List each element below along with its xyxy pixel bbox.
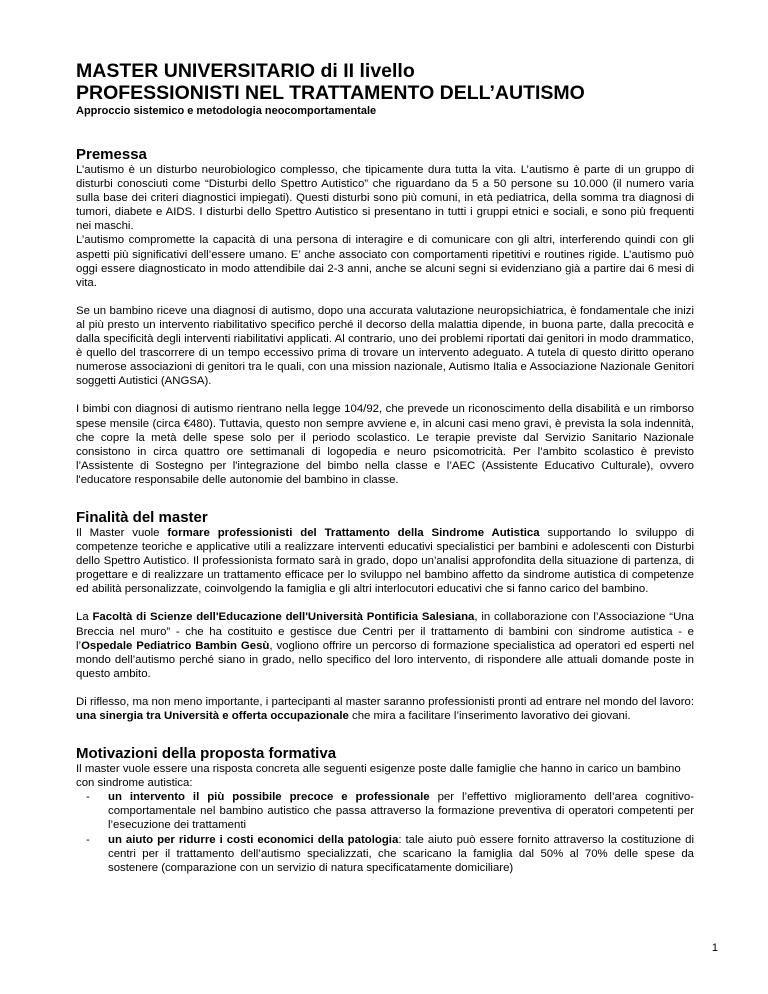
title-line-1: MASTER UNIVERSITARIO di II livello	[76, 60, 415, 82]
text-run: Il Master vuole	[76, 526, 168, 539]
bullet-list	[76, 790, 694, 875]
text-run: : tale aiuto può essere fornito attraverso la costituzione di centri per il trattamento dell’autismo specializzati, che scaricano la famiglia dal 50% al 70% delle spese da sostenere (comparazione con un servizio di natura specificatamente domiciliare)	[108, 833, 694, 874]
section-premessa	[76, 146, 694, 487]
document-page	[76, 60, 694, 875]
bold-run: un intervento il più possibile precoce e professionale	[108, 791, 430, 804]
text-run: , in collaborazione con l’Associazione “Una Breccia nel muro” - che ha costituito e gestisce due Centri per il trattamento di bambini con sindrome autistica - e l’	[76, 611, 694, 652]
subtitle: Approccio sistemico e metodologia neocomportamentale	[76, 105, 377, 117]
bold-run: Ospedale Pediatrico Bambin Gesù	[81, 639, 270, 652]
title-line-2: PROFESSIONISTI NEL TRATTAMENTO DELL’AUTISMO	[76, 82, 585, 104]
section-motivazioni	[76, 745, 694, 875]
paragraph: Il master vuole essere una risposta concreta alle seguenti esigenze poste dalle famiglie che hanno in carico un bambino con sindrome autistica:	[76, 763, 681, 790]
page-number: 1	[711, 942, 718, 954]
paragraph: L’autismo è un disturbo neurobiologico complesso, che tipicamente dura tutta la vita. L’autismo è parte di un gruppo di disturbi conosciuti come “Disturbi dello Spettro Autistico” che riguardano da 5 a 50 persone su 10.000 (il numero varia sulla base dei criteri diagnostici impiegati). Questi disturbi sono più comuni, in età pediatrica, della somma tra diagnosi di tumori, diabete e AIDS. I disturbi dello Spettro Autistico si presentano in tutti i gruppi etnici e sociali, e sono più frequenti nei maschi.	[76, 164, 694, 233]
text-run: che mira a facilitare l’inserimento lavorativo dei giovani.	[348, 710, 631, 722]
text-run: per l’effettivo miglioramento dell’area cognitivo-comportamentale nel bambino autistico che passa attraverso la formazione preventiva di operatori competenti per l’esecuzione dei trattamenti	[108, 791, 694, 832]
list-item	[76, 790, 694, 832]
list-item	[76, 833, 694, 875]
bold-run: una sinergia tra Università e offerta occupazionale	[76, 710, 349, 722]
section-finalita	[76, 509, 694, 723]
paragraph: Se un bambino riceve una diagnosi di autismo, dopo una accurata valutazione neuropsichiatrica, è fondamentale che inizi al più presto un intervento riabilitativo specifico perché il decorso della malattia dipende, in buona parte, dalla precocità e dalla specificità degli interventi riabilitativi applicati. Al contrario, uno dei problemi riportati dai genitori in modo drammatico, è quello del trascorrere di un tempo eccessivo prima di trovare un intervento adeguato. A tutela di questo diritto operano numerose associazioni di genitori tra le quali, con una mission nazionale, Autismo Italia e Associazione Nazionale Genitori soggetti Autistici (ANGSA).	[76, 304, 694, 388]
paragraph	[76, 526, 694, 596]
text-run: La	[76, 611, 93, 624]
dash-bullet: -	[86, 791, 90, 804]
paragraph	[76, 610, 694, 680]
bold-run: un aiuto per ridurre i costi economici della patologia	[108, 833, 399, 846]
text-run: Di riflesso, ma non meno importante, i partecipanti al master saranno professionisti pronti ad entrare nel mondo del lavoro:	[76, 695, 694, 708]
bold-run: formare professionisti del Trattamento della Sindrome Autistica	[167, 526, 540, 539]
bold-run: Facoltà di Scienze dell'Educazione dell'Università Pontificia Salesiana	[92, 611, 475, 624]
dash-bullet: -	[86, 833, 90, 846]
paragraph: L’autismo compromette la capacità di una persona di interagire e di comunicare con gli altri, interferendo quindi con gli aspetti più significativi dell’essere umano. E’ anche associato con comportamenti ripetitivi e routines rigide. L’autismo può oggi essere diagnosticato in modo attendibile dai 2-3 anni, anche se alcuni segni si evidenziano già a partire dai 6 mesi di vita.	[76, 234, 694, 289]
heading-finalita: Finalità del master	[76, 508, 208, 526]
text-run: supportando lo sviluppo di competenze teoriche e applicative utili a realizzare interventi educativi specialistici per bambini e adolescenti con Disturbi dello Spettro Autistico. Il professionista formato sarà in grado, dopo un’analisi approfondita della situazione di partenza, di progettare e di realizzare un trattamento efficace per lo sviluppo nel bambino affetto da sindrome autistica di competenze ed abilità personalizzate, coinvolgendo la famiglia e gli altri interlocutori educativi che si fanno carico del bambino.	[76, 526, 694, 596]
text-run: , vogliono offrire un percorso di formazione specialistica ad operatori ed esperti nel mondo dell’autismo perché siano in grado, nello specifico del loro intervento, di rispondere alle attuali domande poste in questo ambito.	[76, 639, 695, 680]
paragraph	[76, 695, 694, 723]
heading-premessa: Premessa	[76, 146, 147, 163]
heading-motivazioni: Motivazioni della proposta formativa	[76, 745, 337, 763]
paragraph: I bimbi con diagnosi di autismo rientrano nella legge 104/92, che prevede un riconoscimento della disabilità e un rimborso spese mensile (circa €480). Tuttavia, questo non sempre avviene e, in alcuni casi meno gravi, è prevista la sola indennità, che copre la metà delle spese solo per il periodo scolastico. Le terapie previste dal Servizio Sanitario Nazionale consistono in circa quattro ore settimanali di logopedia e neuro psicomotricità. Per l’ambito scolastico è previsto l’Assistente di Sostegno per l'integrazione del bimbo nella classe e l’AEC (Assistente Educativo Culturale), ovvero l'educatore responsabile delle autonomie del bambino in classe.	[76, 403, 694, 486]
